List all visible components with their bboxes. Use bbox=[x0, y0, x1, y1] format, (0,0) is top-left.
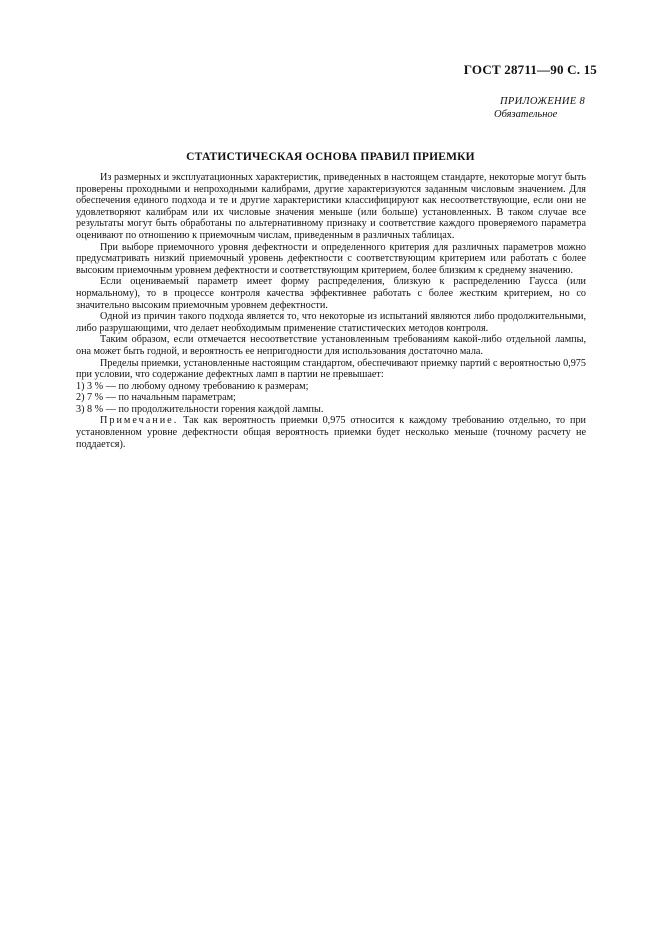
requirements-list bbox=[76, 381, 586, 416]
note-text: Так как вероятность приемки 0,975 относится к каждому требованию отдельно, то при установленном уровне дефектности общая вероятность приемки будет несколько меньше (точному расчету не поддается). bbox=[76, 415, 586, 450]
paragraph: Пределы приемки, установленные настоящим стандартом, обеспечивают приемку партий с вероятностью 0,975 при условии, что содержание дефектных ламп в партии не превышает: bbox=[76, 357, 586, 381]
paragraph: Одной из причин такого подхода является то, что некоторые из испытаний являются либо продолжительными, либо разрушающими, что делает необходимым применение статистических методов контроля. bbox=[76, 311, 586, 334]
appendix-label: ПРИЛОЖЕНИЕ 8 bbox=[500, 96, 585, 107]
list-item: 2) 7 % — по начальным параметрам; bbox=[76, 392, 236, 404]
paragraph: Если оцениваемый параметр имеет форму распределения, близкую к распределению Гаусса (или нормальному), то в процессе контроля качества эффективнее работать с более жестким критерием, но со значительно высоким приемочным уровнем дефектности. bbox=[76, 276, 586, 311]
paragraph: При выборе приемочного уровня дефектности и определенного критерия для различных параметров можно предусматривать низкий приемочный уровень дефектности с соответствующим критерием или работать с более высоким приемочным уровнем дефектности и соответствующим критерием, более близким к среднему значению. bbox=[76, 241, 586, 276]
section-title: СТАТИСТИЧЕСКАЯ ОСНОВА ПРАВИЛ ПРИЕМКИ bbox=[186, 151, 475, 163]
body-text bbox=[76, 172, 586, 450]
appendix-heading bbox=[494, 95, 585, 121]
document-reference: ГОСТ 28711—90 С. 15 bbox=[463, 62, 597, 77]
note-paragraph bbox=[76, 415, 586, 450]
note-label: Примечание. bbox=[100, 415, 179, 427]
appendix-status: Обязательное bbox=[494, 109, 558, 120]
paragraph: Из размерных и эксплуатационных характеристик, приведенных в настоящем стандарте, некоторые могут быть проверены проходными и непроходными калибрами, другие характеризуются заданным числовым значением. Для обеспечения единого подхода и те и другие характеристики классифицируют как несоответствующие, если они не удовлетворяют калибрам или их числовые значения меньше (или больше) установленных. В таком случае все результаты могут быть обработаны по альтернативному признаку и соответствие каждого проверяемого параметра оценивают по отношению к приемочным числам, приведенным в различных таблицах. bbox=[76, 172, 586, 241]
list-item: 1) 3 % — по любому одному требованию к размерам; bbox=[76, 380, 309, 392]
list-item: 3) 8 % — по продолжительности горения каждой лампы. bbox=[76, 403, 324, 415]
paragraph: Таким образом, если отмечается несоответствие установленным требованиям какой-либо отдельной лампы, она может быть годной, и вероятность ее непригодности для использования достаточно мала. bbox=[76, 334, 586, 357]
